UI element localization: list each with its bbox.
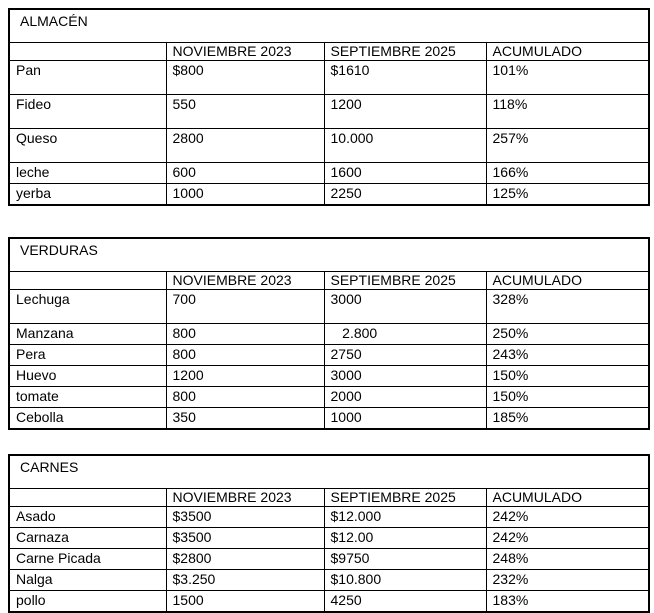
verduras-row-huevo: [9, 366, 649, 387]
nov-2023-cell: 600: [166, 163, 324, 184]
table-row: [9, 455, 649, 489]
sep-2025-cell: 1600: [324, 163, 486, 184]
acumulado-cell: 183%: [486, 591, 649, 613]
item-name-cell: Nalga: [9, 570, 166, 591]
carnes-row-carne-picada: [9, 549, 649, 570]
acumulado-cell: 243%: [486, 345, 649, 366]
table-row: [9, 9, 649, 43]
nov-2023-cell: 1000: [166, 184, 324, 206]
nov-2023-cell: 1500: [166, 591, 324, 613]
column-header-noviembre-2023: NOVIEMBRE 2023: [166, 489, 324, 507]
table-row: [9, 272, 649, 290]
item-name-cell: leche: [9, 163, 166, 184]
acumulado-cell: 242%: [486, 507, 649, 528]
carnes-table-title: CARNES: [9, 455, 649, 489]
carnes-row-carnaza: [9, 528, 649, 549]
almacen-row-yerba: [9, 184, 649, 206]
item-name-cell: Lechuga: [9, 290, 166, 324]
item-name-cell: Manzana: [9, 324, 166, 345]
column-header-acumulado: ACUMULADO: [486, 43, 649, 61]
sep-2025-cell: 1000: [324, 408, 486, 430]
blank-header-cell: [9, 272, 166, 290]
document-page: [0, 8, 654, 608]
item-name-cell: yerba: [9, 184, 166, 206]
table-row: [9, 238, 649, 272]
carnes-row-asado: [9, 507, 649, 528]
almacen-row-pan: [9, 61, 649, 95]
sep-2025-cell: 2.800: [324, 324, 486, 345]
item-name-cell: Fideo: [9, 95, 166, 129]
verduras-row-manzana: [9, 324, 649, 345]
sep-2025-cell: $1610: [324, 61, 486, 95]
table-row: [9, 43, 649, 61]
item-name-cell: Pera: [9, 345, 166, 366]
acumulado-cell: 257%: [486, 129, 649, 163]
verduras-row-cebolla: [9, 408, 649, 430]
sep-2025-cell: 2750: [324, 345, 486, 366]
almacen-row-fideo: [9, 95, 649, 129]
blank-header-cell: [9, 43, 166, 61]
acumulado-cell: 232%: [486, 570, 649, 591]
carnes-row-pollo: [9, 591, 649, 613]
acumulado-cell: 242%: [486, 528, 649, 549]
nov-2023-cell: 800: [166, 387, 324, 408]
acumulado-cell: 328%: [486, 290, 649, 324]
column-header-acumulado: ACUMULADO: [486, 272, 649, 290]
item-name-cell: Queso: [9, 129, 166, 163]
almacen-row-queso: [9, 129, 649, 163]
column-header-septiembre-2025: SEPTIEMBRE 2025: [324, 489, 486, 507]
sep-2025-cell: $12.00: [324, 528, 486, 549]
column-header-noviembre-2023: NOVIEMBRE 2023: [166, 43, 324, 61]
sep-2025-cell: 10.000: [324, 129, 486, 163]
acumulado-cell: 248%: [486, 549, 649, 570]
blank-header-cell: [9, 489, 166, 507]
nov-2023-cell: $3500: [166, 507, 324, 528]
verduras-table-title: VERDURAS: [9, 238, 649, 272]
sep-2025-cell: $12.000: [324, 507, 486, 528]
carnes-table: [8, 454, 650, 613]
column-header-septiembre-2025: SEPTIEMBRE 2025: [324, 43, 486, 61]
item-name-cell: tomate: [9, 387, 166, 408]
nov-2023-cell: 800: [166, 345, 324, 366]
nov-2023-cell: 1200: [166, 366, 324, 387]
item-name-cell: pollo: [9, 591, 166, 613]
acumulado-cell: 250%: [486, 324, 649, 345]
verduras-row-lechuga: [9, 290, 649, 324]
acumulado-cell: 125%: [486, 184, 649, 206]
column-header-septiembre-2025: SEPTIEMBRE 2025: [324, 272, 486, 290]
item-name-cell: Carne Picada: [9, 549, 166, 570]
verduras-row-pera: [9, 345, 649, 366]
almacen-row-leche: [9, 163, 649, 184]
sep-2025-cell: 4250: [324, 591, 486, 613]
table-row: [9, 489, 649, 507]
acumulado-cell: 166%: [486, 163, 649, 184]
sep-2025-cell: 1200: [324, 95, 486, 129]
sep-2025-cell: 2000: [324, 387, 486, 408]
nov-2023-cell: $3.250: [166, 570, 324, 591]
sep-2025-cell: $9750: [324, 549, 486, 570]
sep-2025-cell: $10.800: [324, 570, 486, 591]
nov-2023-cell: $3500: [166, 528, 324, 549]
sep-2025-cell: 2250: [324, 184, 486, 206]
item-name-cell: Carnaza: [9, 528, 166, 549]
column-header-noviembre-2023: NOVIEMBRE 2023: [166, 272, 324, 290]
item-name-cell: Huevo: [9, 366, 166, 387]
nov-2023-cell: $2800: [166, 549, 324, 570]
item-name-cell: Asado: [9, 507, 166, 528]
column-header-acumulado: ACUMULADO: [486, 489, 649, 507]
nov-2023-cell: 700: [166, 290, 324, 324]
nov-2023-cell: $800: [166, 61, 324, 95]
almacen-table-title: ALMACÉN: [9, 9, 649, 43]
nov-2023-cell: 2800: [166, 129, 324, 163]
verduras-row-tomate: [9, 387, 649, 408]
acumulado-cell: 101%: [486, 61, 649, 95]
almacen-table: [8, 8, 650, 206]
carnes-row-nalga: [9, 570, 649, 591]
nov-2023-cell: 800: [166, 324, 324, 345]
sep-2025-cell: 3000: [324, 366, 486, 387]
verduras-table: [8, 237, 650, 430]
nov-2023-cell: 550: [166, 95, 324, 129]
acumulado-cell: 150%: [486, 387, 649, 408]
nov-2023-cell: 350: [166, 408, 324, 430]
acumulado-cell: 118%: [486, 95, 649, 129]
item-name-cell: Pan: [9, 61, 166, 95]
sep-2025-cell: 3000: [324, 290, 486, 324]
item-name-cell: Cebolla: [9, 408, 166, 430]
acumulado-cell: 185%: [486, 408, 649, 430]
acumulado-cell: 150%: [486, 366, 649, 387]
